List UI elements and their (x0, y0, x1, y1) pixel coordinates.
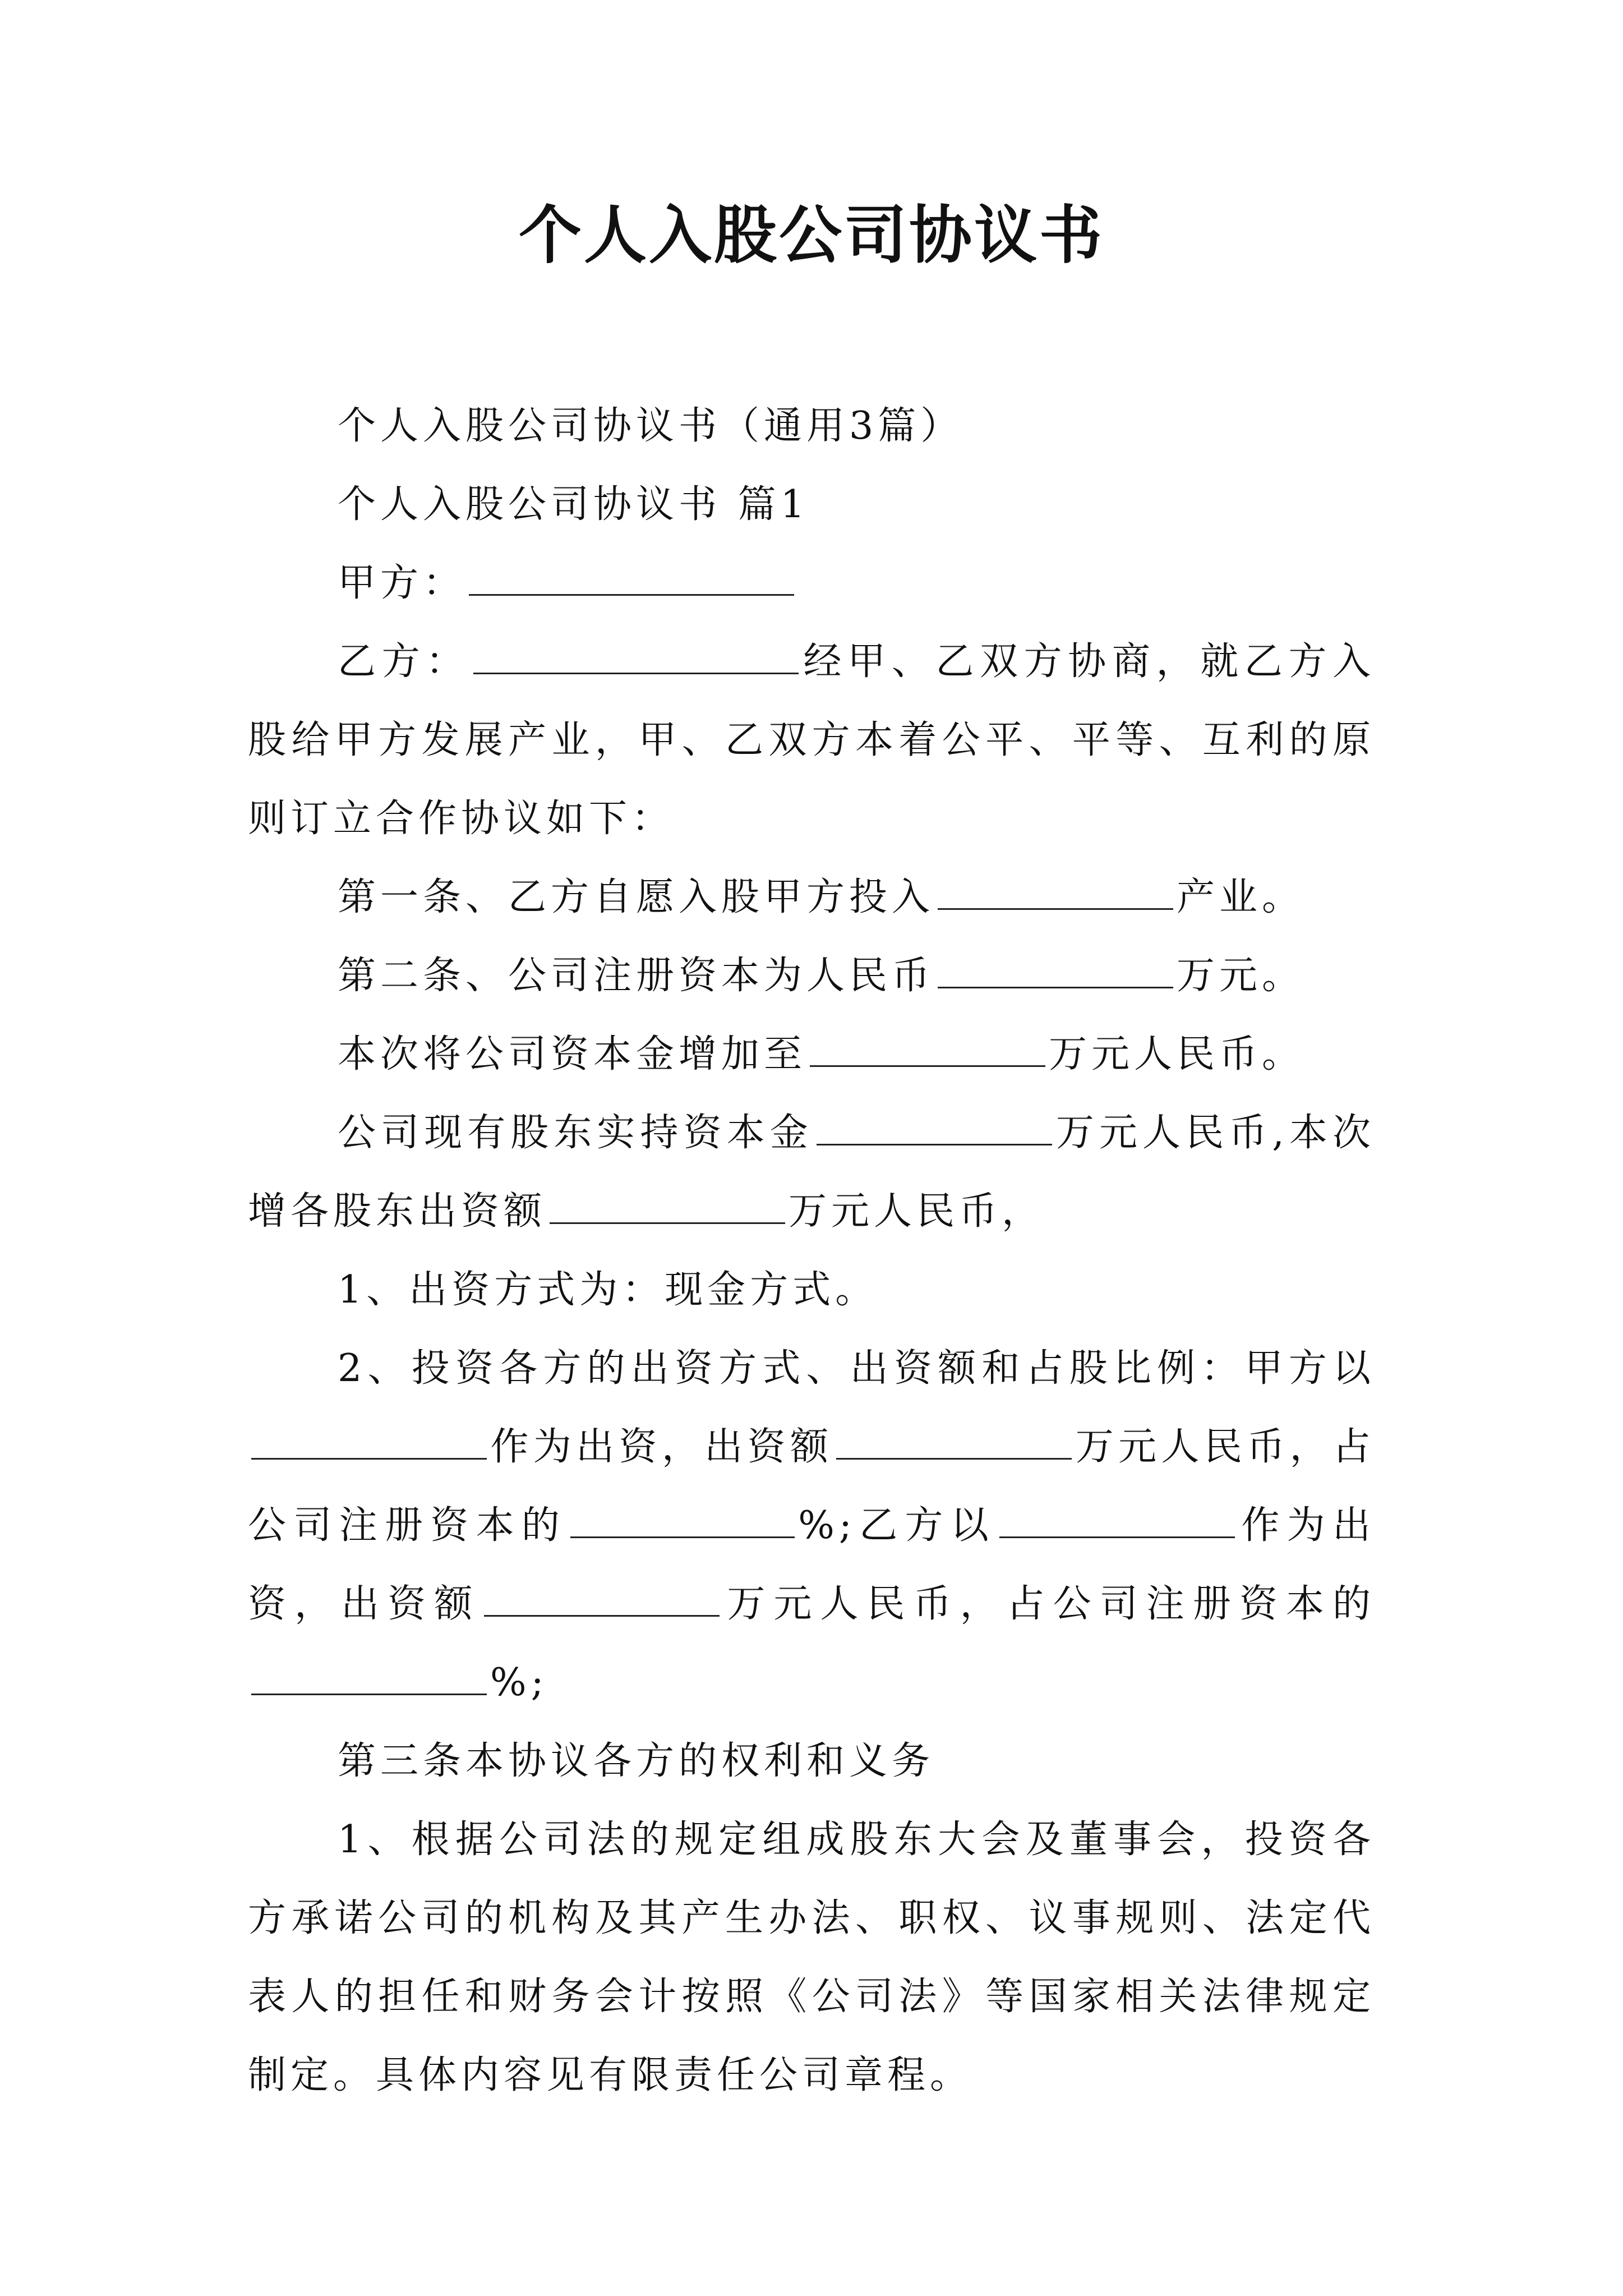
party-b-label: 乙方： (338, 639, 470, 684)
party-a-label: 甲方： (338, 561, 466, 605)
party-a-asset-blank (251, 1424, 487, 1460)
subtitle-paragraph (248, 387, 1375, 466)
investment-terms-g: %; (490, 1660, 548, 1705)
investment-terms-f: 万元人民币，占公司注册资本的 (723, 1582, 1375, 1626)
existing-capital-text: 公司现有股东实持资本金 (338, 1111, 813, 1155)
party-b-share-blank (251, 1660, 487, 1695)
party-a-amount-blank (836, 1424, 1072, 1460)
party-a-blank (469, 560, 794, 596)
article-3-heading-text: 第三条本协议各方的权利和义务 (338, 1739, 935, 1783)
article-2-paragraph (248, 937, 1375, 1015)
article-2-text: 第二条、公司注册资本为人民币 (338, 954, 935, 998)
party-b-paragraph (248, 623, 1375, 858)
payment-method-paragraph (248, 1251, 1375, 1329)
article-1-text: 第一条、乙方自愿入股甲方投入 (338, 875, 935, 919)
article-1-suffix: 产业。 (1177, 875, 1305, 919)
capital-increase-suffix: 万元人民币。 (1049, 1032, 1305, 1076)
investment-terms-b: 作为出资，出资额 (490, 1425, 833, 1469)
existing-capital-paragraph (248, 1094, 1375, 1251)
party-b-blank (473, 639, 799, 674)
capital-increase-blank (810, 1032, 1045, 1067)
investment-terms-e: 作为出资，出资额 (248, 1503, 1375, 1626)
party-a-share-blank (570, 1503, 795, 1538)
article-2-suffix: 万元。 (1177, 954, 1305, 998)
party-b-text: 经甲、乙双方协商，就乙方入股给甲方发展产业，甲、乙双方本着公平、平等、互利的原则订立合作协议如下： (248, 639, 1375, 841)
existing-capital-suffix: 万元人民币， (789, 1189, 1045, 1234)
contribution-blank (550, 1189, 785, 1224)
party-b-amount-blank (484, 1581, 720, 1617)
article-3-clause-1 (248, 1801, 1375, 2115)
section-heading-text: 个人入股公司协议书 篇1 (338, 482, 809, 527)
article-2-blank (938, 953, 1173, 988)
party-a-line (248, 544, 1375, 623)
article-3-heading (248, 1722, 1375, 1801)
document-title: 个人入股公司协议书 (519, 199, 1104, 272)
article-1-paragraph (248, 858, 1375, 937)
subtitle-text: 个人入股公司协议书（通用3篇） (338, 404, 963, 448)
payment-method-text: 1、出资方式为：现金方式。 (338, 1268, 878, 1312)
investment-terms-text: 2、投资各方的出资方式、出资额和占股比例：甲方以 (338, 1346, 1375, 1391)
investment-terms-paragraph (248, 1329, 1375, 1722)
capital-increase-text: 本次将公司资本金增加至 (338, 1032, 807, 1076)
investment-terms-d: %;乙方以 (798, 1503, 997, 1548)
existing-capital-blank (817, 1110, 1052, 1145)
investment-terms-c: 万元人民币，占公司注册资本的 (248, 1425, 1375, 1548)
existing-capital-mid: 万元人民币,本次增各股东出资额 (248, 1111, 1375, 1234)
article-3-clause-1-text: 1、根据公司法的规定组成股东大会及董事会，投资各方承诺公司的机构及其产生办法、职权、议事规则、法定代表人的担任和财务会计按照《公司法》等国家相关法律规定制定。具体内容见有限责任公司章程。 (248, 1818, 1375, 2097)
section-heading (248, 466, 1375, 544)
capital-increase-paragraph (248, 1015, 1375, 1094)
article-1-blank (938, 875, 1173, 910)
party-b-asset-blank (999, 1503, 1235, 1538)
